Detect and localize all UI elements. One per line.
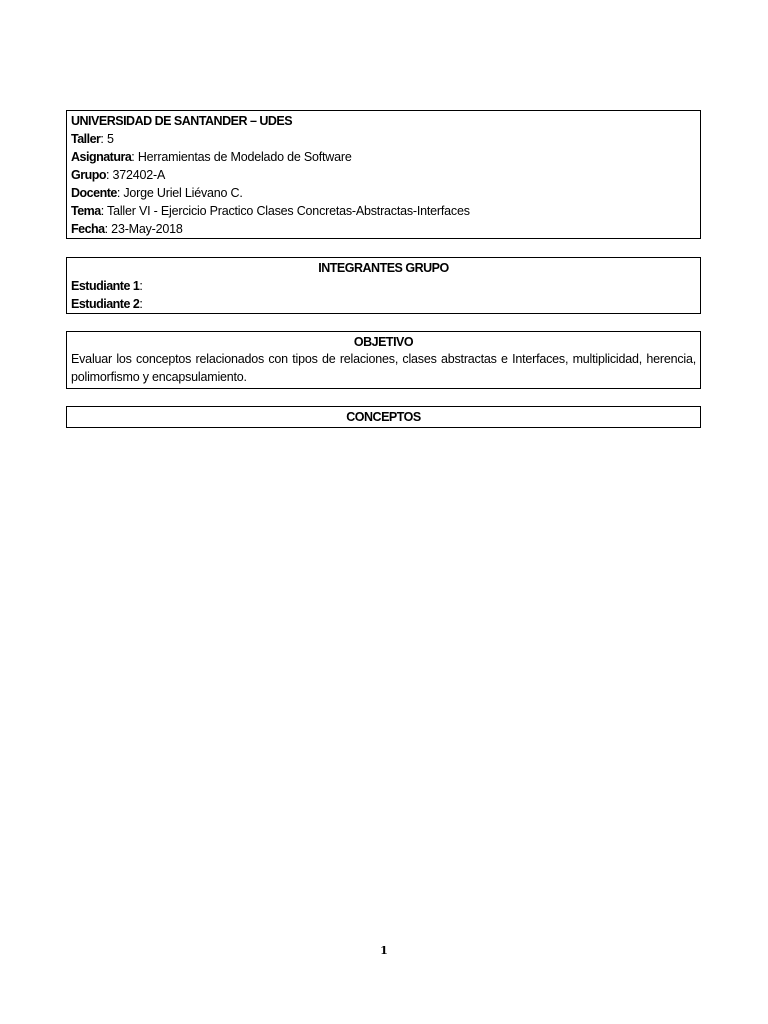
student-2 <box>71 295 696 313</box>
field-value: : 5 <box>100 132 114 146</box>
field-docente <box>71 184 696 202</box>
objetivo-text: Evaluar los conceptos relacionados con tipos de relaciones, clases abstractas e Interfaces, multiplicidad, herencia, polimorfismo y encapsulamiento. <box>71 352 696 384</box>
header-info-box <box>66 110 701 239</box>
conceptos-box <box>66 406 701 428</box>
field-label: Tema <box>71 204 101 218</box>
field-value: : Jorge Uriel Liévano C. <box>116 186 243 200</box>
field-label: Asignatura <box>71 150 132 164</box>
student-value: : <box>139 297 143 311</box>
field-asignatura <box>71 148 696 166</box>
integrantes-box <box>66 257 701 314</box>
conceptos-heading: CONCEPTOS <box>346 410 421 424</box>
student-label: Estudiante 1 <box>71 279 140 293</box>
field-fecha <box>71 220 696 238</box>
student-value: : <box>139 279 143 293</box>
field-value: : Herramientas de Modelado de Software <box>131 150 352 164</box>
field-tema <box>71 202 696 220</box>
field-value: : 372402-A <box>106 168 166 182</box>
field-taller <box>71 130 696 148</box>
student-label: Estudiante 2 <box>71 297 140 311</box>
university-title: UNIVERSIDAD DE SANTANDER – UDES <box>71 114 293 128</box>
objetivo-box <box>66 331 701 389</box>
integrantes-heading: INTEGRANTES GRUPO <box>318 261 449 275</box>
field-value: : 23-May-2018 <box>104 222 183 236</box>
field-label: Grupo <box>71 168 106 182</box>
field-label: Fecha <box>71 222 105 236</box>
objetivo-heading: OBJETIVO <box>353 335 414 349</box>
student-1 <box>71 277 696 295</box>
field-grupo <box>71 166 696 184</box>
field-label: Docente <box>71 186 117 200</box>
field-value: : Taller VI - Ejercicio Practico Clases Concretas-Abstractas-Interfaces <box>100 204 470 218</box>
field-label: Taller <box>71 132 101 146</box>
page-number: 1 <box>380 944 388 957</box>
